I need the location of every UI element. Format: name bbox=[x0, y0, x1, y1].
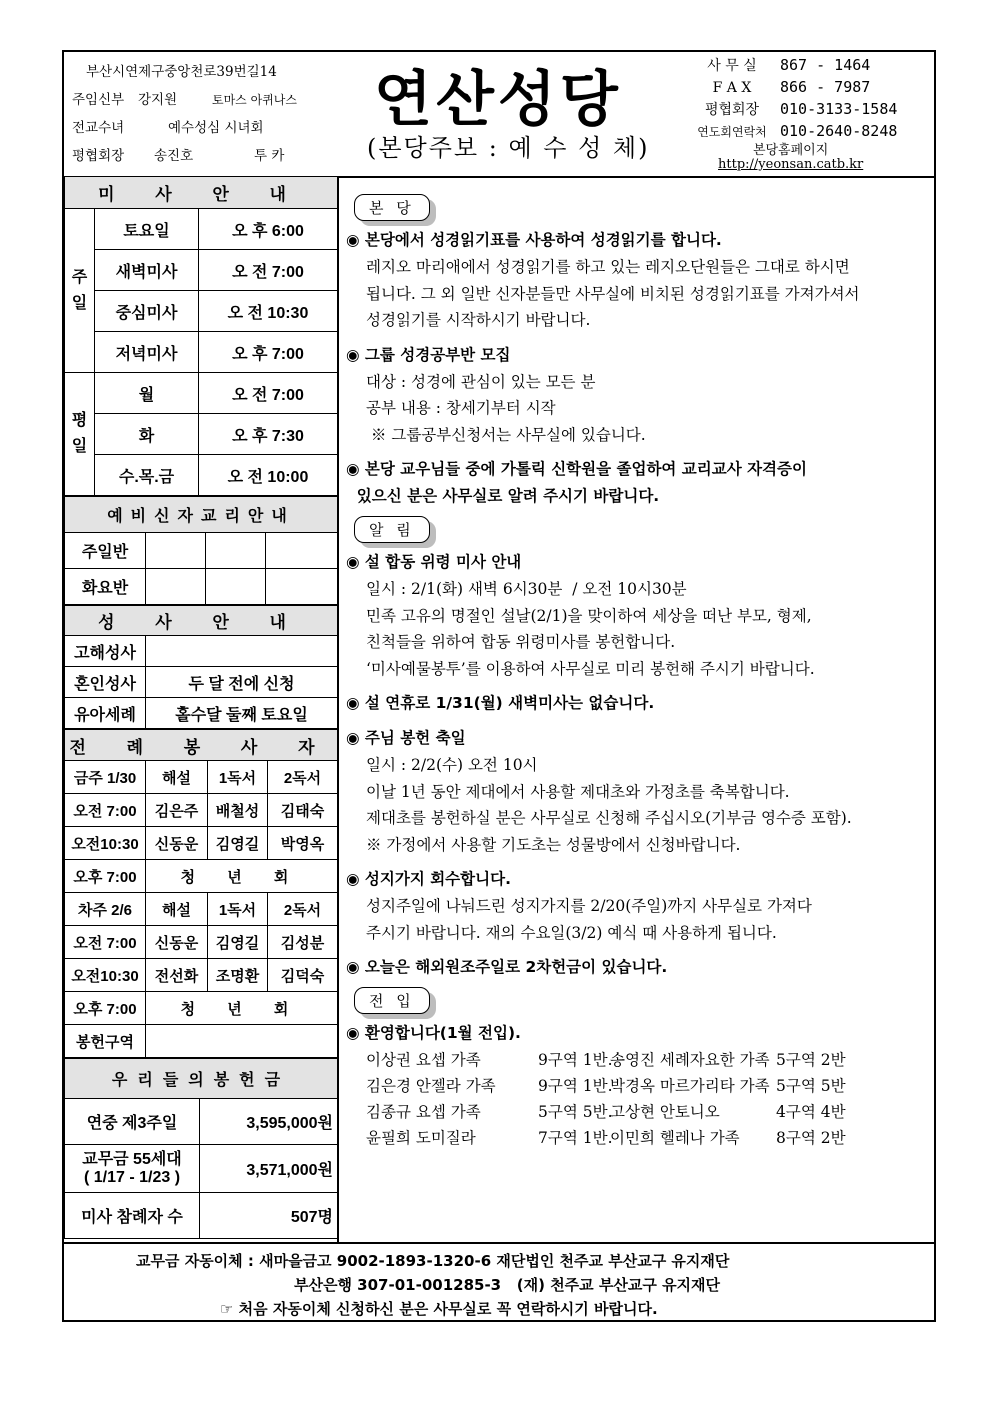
mass-time: 오전 7:00 bbox=[65, 926, 146, 959]
notice-line: 친척들을 위하여 합동 위령미사를 봉헌합니다. bbox=[366, 633, 676, 651]
donation-label-cell bbox=[65, 1145, 200, 1193]
server-name: 김성분 bbox=[268, 926, 338, 959]
welcome-item bbox=[346, 1020, 930, 1151]
family-name: 박경옥 마르가리타 가족 bbox=[610, 1077, 770, 1095]
mass-name: 수.목.금 bbox=[95, 455, 199, 496]
catechumen-title: 예비신자교리안내 bbox=[65, 497, 338, 533]
section-tag: 전 입 bbox=[354, 987, 430, 1014]
section-tag: 본 당 bbox=[354, 194, 430, 221]
mass-name: 새벽미사 bbox=[95, 250, 199, 291]
homepage bbox=[718, 144, 863, 172]
contact-row bbox=[684, 98, 897, 120]
donation-value: 507명 bbox=[200, 1193, 338, 1239]
week-label: 차주 2/6 bbox=[65, 893, 146, 926]
mass-title: 미 사 안 내 bbox=[65, 177, 338, 209]
class-name: 주일반 bbox=[65, 533, 146, 569]
notice-line: ※ 가정에서 사용할 기도초는 성물방에서 신청바랍니다. bbox=[366, 835, 741, 854]
footer bbox=[64, 1242, 934, 1322]
pastor-baptism: 토마스 아퀴나스 bbox=[212, 93, 297, 107]
nun-row bbox=[72, 114, 297, 142]
notice-line: 일시 : 2/1(화) 새벽 6시30분 / 오전 10시30분 bbox=[366, 580, 687, 598]
notices bbox=[346, 188, 930, 1151]
family-district: 9구역 1반. bbox=[538, 1051, 613, 1069]
notice-line: 공부 내용 : 창세기부터 시작 bbox=[366, 399, 556, 417]
mass-time: 오 전 7:00 bbox=[199, 250, 338, 291]
donation-table bbox=[64, 1058, 338, 1239]
notice-line: 제대초를 봉헌하실 분은 사무실로 신청해 주십시오(기부금 영수증 포함). bbox=[366, 809, 852, 827]
mass-time: 오전10:30 bbox=[65, 827, 146, 860]
notice-item bbox=[346, 866, 930, 946]
pastor-row bbox=[72, 86, 297, 114]
server-name: 김영길 bbox=[208, 827, 268, 860]
youth-group: 청 년 회 bbox=[146, 992, 338, 1025]
council-label: 평협회장 bbox=[72, 148, 125, 164]
notice-heading: ◉ 그룹 성경공부반 모집 bbox=[346, 345, 511, 364]
welcome-row bbox=[346, 1073, 930, 1099]
footer-line: 부산은행 307-01-001285-3 (재) 천주교 부산교구 유지재단 bbox=[294, 1276, 721, 1294]
sacrament-value: 홀수달 둘째 토요일 bbox=[146, 698, 338, 729]
role-header: 2독서 bbox=[268, 761, 338, 794]
notice-item bbox=[346, 456, 930, 510]
contact-value: 010-2640-8248 bbox=[780, 122, 898, 140]
mass-name: 화 bbox=[95, 414, 199, 455]
youth-group: 청 년 회 bbox=[146, 860, 338, 893]
header-info-left bbox=[72, 58, 297, 170]
servers-table bbox=[64, 729, 338, 1058]
bulletin-title: 연산성당 bbox=[374, 65, 622, 135]
week-label: 금주 1/30 bbox=[65, 761, 146, 794]
section-tag: 알 림 bbox=[354, 516, 430, 543]
pastor-label: 주임신부 bbox=[72, 92, 125, 108]
family-name: 김종규 요셉 가족 bbox=[366, 1103, 481, 1121]
sacrament-name: 혼인성사 bbox=[65, 667, 146, 698]
family-district: 9구역 1반. bbox=[538, 1077, 613, 1095]
notice-heading: ◉ 성지가지 회수합니다. bbox=[346, 870, 511, 888]
sacrament-title: 성 사 안 내 bbox=[65, 606, 338, 636]
catechumen-table bbox=[64, 496, 338, 605]
sunday-label: 주일 bbox=[65, 209, 95, 373]
notice-line: 성경읽기를 시작하시기 바랍니다. bbox=[366, 311, 591, 329]
offering-value bbox=[146, 1025, 338, 1058]
footer-line: ☞ 처음 자동이체 신청하신 분은 사무실로 꼭 연락하시기 바랍니다. bbox=[220, 1300, 658, 1318]
servers-title: 전 례 봉 사 자 bbox=[65, 730, 338, 761]
notice-item bbox=[346, 954, 930, 981]
mass-time: 오 전 10:30 bbox=[199, 291, 338, 332]
notice-heading-cont: 있으신 분은 사무실로 알려 주시기 바랍니다. bbox=[346, 487, 660, 505]
pastor-name: 강지원 bbox=[138, 92, 178, 108]
notice-line: 일시 : 2/2(수) 오전 10시 bbox=[366, 756, 538, 774]
sacrament-name: 유아세례 bbox=[65, 698, 146, 729]
family-district: 7구역 1반. bbox=[538, 1129, 613, 1147]
notice-body bbox=[346, 254, 930, 334]
notice-line: 됩니다. 그 외 일반 신자분들만 사무실에 비치된 성경읽기표를 가져가셔서 bbox=[366, 284, 860, 303]
contact-label: F A X bbox=[712, 80, 752, 96]
notice-heading: ◉ 본당에서 성경읽기표를 사용하여 성경읽기를 합니다. bbox=[346, 231, 722, 249]
notice-line: 이날 1년 동안 제대에서 사용할 제대초와 가정초를 축복합니다. bbox=[366, 782, 790, 801]
welcome-row bbox=[346, 1099, 930, 1125]
notice-body bbox=[346, 893, 930, 946]
mass-time: 오 후 7:30 bbox=[199, 414, 338, 455]
family-name: 김은경 안젤라 가족 bbox=[366, 1077, 496, 1095]
donation-period: ( 1/17 - 1/23 ) bbox=[83, 1168, 181, 1186]
server-name: 조명환 bbox=[208, 959, 268, 992]
notice-body bbox=[346, 576, 930, 682]
donation-label: 미사 참례자 수 bbox=[65, 1193, 200, 1239]
mass-time: 오 전 7:00 bbox=[199, 373, 338, 414]
welcome-row bbox=[346, 1125, 930, 1151]
mass-time: 오 후 7:00 bbox=[199, 332, 338, 373]
left-column bbox=[64, 176, 337, 1239]
family-district: 8구역 2반 bbox=[776, 1129, 846, 1147]
donation-value: 3,595,000원 bbox=[200, 1099, 338, 1145]
contact-row bbox=[684, 120, 897, 142]
mass-name: 토요일 bbox=[95, 209, 199, 250]
nun-label: 전교수녀 bbox=[72, 120, 125, 136]
column-divider bbox=[337, 176, 339, 1242]
contact-label: 평협회장 bbox=[704, 102, 760, 118]
sacrament-value bbox=[146, 636, 338, 667]
server-name: 신동운 bbox=[146, 827, 208, 860]
council-name: 송진호 bbox=[154, 148, 194, 164]
role-header: 2독서 bbox=[268, 893, 338, 926]
family-name: 윤필희 도미질라 bbox=[366, 1129, 476, 1147]
notice-line: ※ 그룹공부신청서는 사무실에 있습니다. bbox=[366, 425, 646, 444]
contact-value: 010-3133-1584 bbox=[780, 100, 898, 118]
role-header: 1독서 bbox=[208, 893, 268, 926]
bulletin-subtitle: (본당주보 : 예 수 성 체) bbox=[367, 134, 650, 162]
mass-time: 오 전 10:00 bbox=[199, 455, 338, 496]
mass-name: 저녁미사 bbox=[95, 332, 199, 373]
notice-item bbox=[346, 342, 930, 449]
sacrament-value: 두 달 전에 신청 bbox=[146, 667, 338, 698]
homepage-label: 본당홈페이지 bbox=[752, 143, 829, 158]
family-district: 5구역 5반 bbox=[776, 1077, 846, 1095]
mass-table bbox=[64, 176, 338, 496]
donation-label: 교무금 55세대 bbox=[82, 1150, 182, 1168]
mass-name: 중심미사 bbox=[95, 291, 199, 332]
mass-time: 오전 7:00 bbox=[65, 794, 146, 827]
family-name: 송영진 세례자요한 가족 bbox=[610, 1051, 770, 1069]
server-name: 신동운 bbox=[146, 926, 208, 959]
welcome-row bbox=[346, 1047, 930, 1073]
server-name: 전선화 bbox=[146, 959, 208, 992]
mass-time: 오후 7:00 bbox=[65, 860, 146, 893]
donation-label: 연중 제3주일 bbox=[65, 1099, 200, 1145]
footer-line: 교무금 자동이체 : 새마을금고 9002-1893-1320-6 재단법인 천주교 부산교구 유지재단 bbox=[136, 1252, 730, 1270]
notice-line: 민족 고유의 명절인 설날(2/1)을 맞이하여 세상을 떠난 부모, 형제, bbox=[366, 606, 812, 625]
nun-name: 예수성심 시녀회 bbox=[168, 120, 264, 136]
contact-row bbox=[684, 76, 897, 98]
address: 부산시연제구중앙천로39번길14 bbox=[86, 64, 277, 80]
sacrament-name: 고해성사 bbox=[65, 636, 146, 667]
notice-item bbox=[346, 725, 930, 858]
contact-value: 866 - 7987 bbox=[780, 78, 871, 96]
contact-value: 867 - 1464 bbox=[780, 56, 871, 74]
role-header: 1독서 bbox=[208, 761, 268, 794]
notice-line: 성지주일에 나눠드린 성지가지를 2/20(주일)까지 사무실로 가져다 bbox=[366, 897, 812, 915]
family-name: 이상권 요셉 가족 bbox=[366, 1051, 481, 1069]
contacts bbox=[684, 54, 897, 142]
notice-heading: ◉ 본당 교우님들 중에 가톨릭 신학원을 졸업하여 교리교사 자격증이 bbox=[346, 460, 807, 478]
server-name: 김은주 bbox=[146, 794, 208, 827]
notice-item bbox=[346, 549, 930, 682]
notice-body bbox=[346, 752, 930, 858]
family-name: 이민희 헬레나 가족 bbox=[610, 1129, 740, 1147]
notice-body bbox=[346, 369, 930, 449]
notice-line: 레지오 마리애에서 성경읽기를 하고 있는 레지오단원들은 그대로 하시면 bbox=[366, 258, 850, 276]
welcome-heading: ◉ 환영합니다(1월 전입). bbox=[346, 1024, 521, 1042]
notice-line: ‘미사예물봉투’를 이용하여 사무실로 미리 봉헌해 주시기 바랍니다. bbox=[366, 659, 815, 678]
homepage-link[interactable]: http://yeonsan.catb.kr bbox=[718, 157, 864, 172]
mass-time: 오 후 6:00 bbox=[199, 209, 338, 250]
family-district: 5구역 2반 bbox=[776, 1051, 846, 1069]
role-header: 해설 bbox=[146, 761, 208, 794]
mass-name: 월 bbox=[95, 373, 199, 414]
council-baptism: 투 카 bbox=[254, 148, 285, 164]
notice-item bbox=[346, 227, 930, 334]
contact-label: 사 무 실 bbox=[707, 58, 757, 74]
server-name: 김영길 bbox=[208, 926, 268, 959]
notice-heading: ◉ 오늘은 해외원조주일로 2차헌금이 있습니다. bbox=[346, 958, 668, 976]
mass-time: 오후 7:00 bbox=[65, 992, 146, 1025]
donation-title: 우리들의봉헌금 bbox=[65, 1059, 338, 1099]
sacrament-table bbox=[64, 605, 338, 729]
header bbox=[64, 52, 934, 178]
contact-label: 연도회연락처 bbox=[697, 125, 767, 139]
server-name: 배철성 bbox=[208, 794, 268, 827]
weekday-label: 평일 bbox=[65, 373, 95, 496]
family-district: 5구역 5반. bbox=[538, 1103, 613, 1121]
role-header: 해설 bbox=[146, 893, 208, 926]
server-name: 박영옥 bbox=[268, 827, 338, 860]
council-row bbox=[72, 142, 297, 170]
contact-row bbox=[684, 54, 897, 76]
notice-item bbox=[346, 690, 930, 717]
server-name: 김태숙 bbox=[268, 794, 338, 827]
family-name: 고상현 안토니오 bbox=[610, 1103, 720, 1121]
mass-time: 오전10:30 bbox=[65, 959, 146, 992]
class-name: 화요반 bbox=[65, 569, 146, 605]
notice-line: 주시기 바랍니다. 재의 수요일(3/2) 예식 때 사용하게 됩니다. bbox=[366, 923, 777, 942]
donation-value: 3,571,000원 bbox=[200, 1145, 338, 1193]
notice-line: 대상 : 성경에 관심이 있는 모든 분 bbox=[366, 372, 596, 391]
notice-heading: ◉ 설 연휴로 1/31(월) 새벽미사는 없습니다. bbox=[346, 694, 655, 712]
family-district: 4구역 4반 bbox=[776, 1103, 846, 1121]
offering-label: 봉헌구역 bbox=[65, 1025, 146, 1058]
bulletin-frame bbox=[62, 50, 936, 1322]
server-name: 김덕숙 bbox=[268, 959, 338, 992]
notice-heading: ◉ 주님 봉헌 축일 bbox=[346, 729, 466, 747]
notice-heading: ◉ 설 합동 위령 미사 안내 bbox=[346, 553, 522, 571]
